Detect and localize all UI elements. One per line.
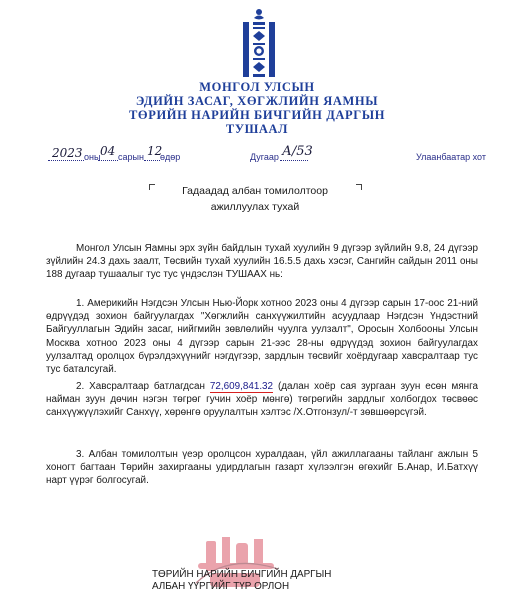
document-type-title: ТУШААЛ — [225, 122, 289, 136]
order-number-label: Дугаар — [250, 152, 279, 162]
date-month-label: сарын — [118, 152, 144, 162]
clause-2 — [46, 380, 478, 420]
subject-line2: ажиллуулах тухай — [210, 201, 300, 213]
subject-title — [150, 183, 360, 215]
signatory-title-line1: ТӨРИЙН НАРИЙН БИЧГИЙН ДАРГЫН — [152, 569, 332, 580]
state-emblem-logo — [240, 8, 278, 80]
date-year-label: оны — [84, 152, 101, 162]
place: Улаанбаатар хот — [416, 152, 486, 162]
clause-3 — [46, 448, 478, 488]
order-number: А/53 — [282, 144, 313, 159]
date-year: 2023 — [52, 146, 83, 160]
clause-1-text: 1. Америкийн Нэгдсэн Улсын Нью-Йорк хотноо 2023 оны 4 дүгээр сарын 17-оос 21-ний өдрүүдэд зохион байгуулагдах "Хөгжлийн санхүүжилтийн асуудлаар Нэгдсэн Үндэстний Байгууллагын Эдийн засаг, нийгмийн зөвлөлийн чуулга уулзалт", Оросын Холбооны Улсын Москва хотноо 2023 оны 4 дүгээр сарын 21-ээс 28-ны өдрүүдэд зохион байгуулагдах уулзалтад оролцох бүрэлдэхүүнийг нэгдүгээр, зардлын төсвийг хоёрдугаар хавсралтаар тус тус баталсугай. — [46, 298, 478, 376]
date-day: 12 — [147, 144, 163, 158]
clause-3-text: 3. Албан томилолтын үеэр оролцсон хуралдаан, үйл ажиллагааны тайланг ажлын 5 хоногт багтаан Төрийн захиргааны удирдлагын газарт хүлээлгэн өгөхийг Б.Анар, И.Батхүү нарт үүрэг болгосугай. — [46, 449, 478, 487]
preamble-paragraph — [46, 242, 478, 282]
date-day-label: өдөр — [160, 152, 181, 162]
date-month: 04 — [100, 144, 116, 158]
org-name-line2: ЭДИЙН ЗАСАГ, ХӨГЖЛИЙН ЯАМНЫ — [135, 94, 379, 108]
subject-line1: Гадаадад албан томилолтоор — [182, 185, 328, 197]
dateline — [0, 146, 514, 168]
preamble-text: Монгол Улсын Яамны эрх зүйн байдлын тухай хуулийн 9 дүгээр зүйлийн 9.8, 24 дүгээр зүйлийн 24.3 дахь заалт, Төсвийн тухай хуулийн 16.5.5 дахь хэсэг, Сангийн сайдын 2011 оны 188 дугаар тушаалыг тус тус үндэслэн ТУШААХ нь: — [46, 243, 478, 281]
signatory-title-line2: АЛБАН ҮҮРГИЙГ ТҮР ОРЛОН — [152, 581, 290, 592]
clause-1 — [46, 297, 478, 376]
org-name-line3: ТӨРИЙН НАРИЙН БИЧГИЙН ДАРГЫН — [128, 108, 386, 122]
clause-2-text-after: (далан хоёр сая зургаан зуун есөн мянга найман зуун дөчин нэгэн төгрөг гучин хоёр мөнгө) төгрөгийн зардлыг холбогдох төсвөөс санхүүжүүлэхийг Санхүү, хөрөнгө оруулалтын хэлтэс /Х.Отгонзул/-т зөвшөөрсүгэй. — [46, 381, 479, 419]
org-name-line1: МОНГОЛ УЛСЫН — [199, 80, 315, 94]
approved-amount: 72,609,841.32 — [209, 381, 274, 392]
clause-2-text-before: 2. Хавсралтаар батлагдсан — [76, 381, 205, 392]
